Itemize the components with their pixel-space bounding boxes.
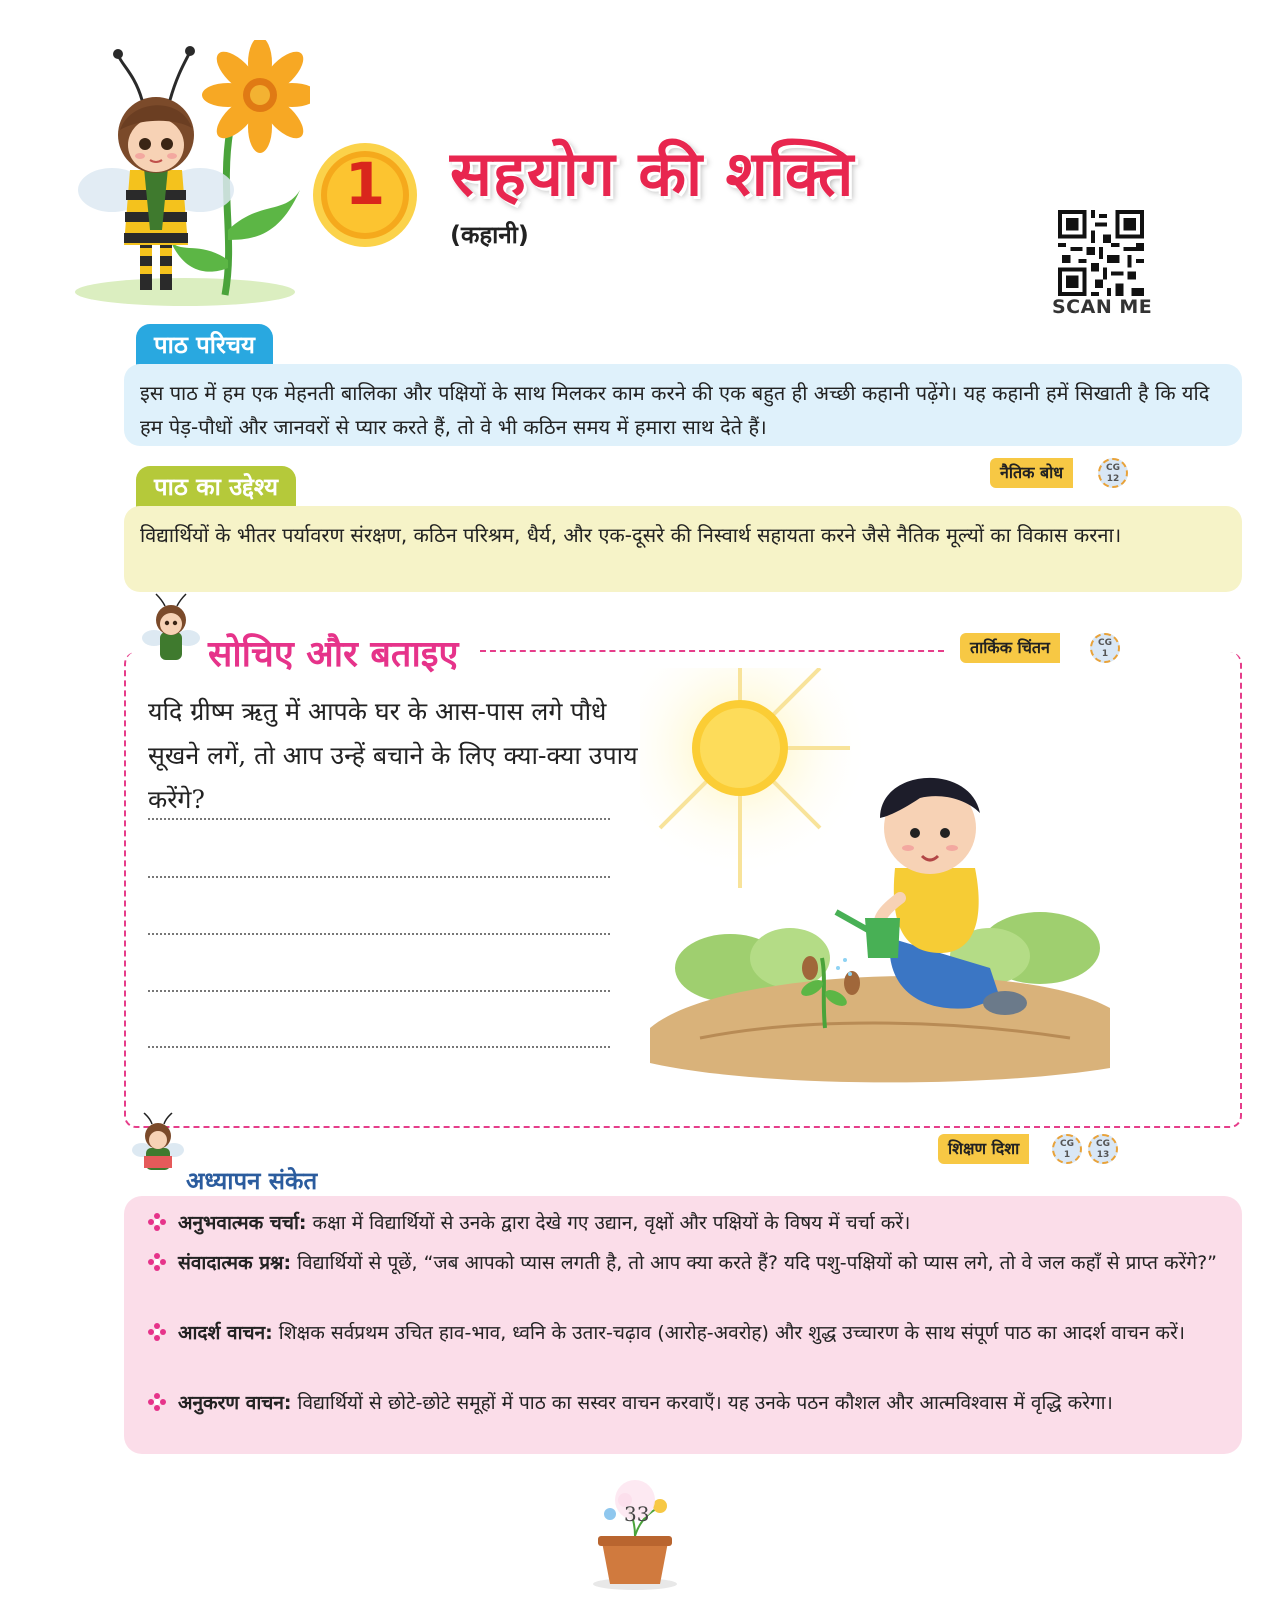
- answer-line[interactable]: [148, 876, 610, 878]
- teaching-point: [148, 1386, 1228, 1420]
- intro-text: इस पाठ में हम एक मेहनती बालिका और पक्षियों के साथ मिलकर काम करने की एक बहुत ही अच्छी कहानी पढ़ेंगे। यह कहानी हमें सिखाती है कि यदि हम पेड़-पौधों और जानवरों से प्यार करते हैं, तो वे भी कठिन समय में हमारा साथ देते हैं।: [124, 364, 1242, 446]
- think-question: यदि ग्रीष्म ऋतु में आपके घर के आस-पास लगे पौधे सूखने लगें, तो आप उन्हें बचाने के लिए क्या-क्या उपाय करेंगे?: [148, 697, 638, 814]
- point-label: आदर्श वाचन:: [178, 1322, 273, 1344]
- teaching-point: [148, 1206, 1228, 1240]
- teaching-point: [148, 1246, 1228, 1280]
- bee-reading-icon: [132, 1112, 184, 1174]
- point-text: शिक्षक सर्वप्रथम उचित हाव-भाव, ध्वनि के उतार-चढ़ाव (आरोह-अवरोह) और शुद्ध उच्चारण के साथ संपूर्ण पाठ का आदर्श वाचन करें।: [278, 1322, 1185, 1344]
- cg-badge: CG 13: [1088, 1134, 1118, 1164]
- point-label: संवादात्मक प्रश्न:: [178, 1252, 292, 1274]
- cg-badge: CG 1: [1052, 1134, 1082, 1164]
- boy-watering-plant-illustration: [640, 668, 1120, 1088]
- cg-badge: CG 1: [1090, 633, 1120, 663]
- point-text: कक्षा में विद्यार्थियों से उनके द्वारा देखे गए उद्यान, वृक्षों और पक्षियों के विषय में चर्चा करें।: [312, 1212, 911, 1234]
- point-label: अनुभवात्मक चर्चा:: [178, 1212, 307, 1234]
- chapter-number: 1: [344, 150, 386, 218]
- flower-pot-icon: [580, 1480, 690, 1592]
- point-label: अनुकरण वाचन:: [178, 1392, 292, 1414]
- frame-top-divider: [480, 650, 944, 652]
- answer-line[interactable]: [148, 933, 610, 935]
- page-number: 33: [624, 1502, 650, 1526]
- teaching-title: अध्यापन संकेत: [186, 1167, 318, 1195]
- flower-bullet-icon: [148, 1253, 166, 1271]
- teaching-point: [148, 1316, 1228, 1350]
- intro-label: पाठ परिचय: [136, 324, 273, 366]
- flower-bullet-icon: [148, 1213, 166, 1231]
- chapter-title: सहयोग की शक्ति: [450, 137, 855, 210]
- moral-tag: नैतिक बोध: [990, 458, 1073, 488]
- flower-bullet-icon: [148, 1393, 166, 1411]
- qr-code-icon[interactable]: [1058, 210, 1144, 296]
- point-text: विद्यार्थियों से छोटे-छोटे समूहों में पाठ का सस्वर वाचन करवाएँ। यह उनके पठन कौशल और आत्मविश्वास में वृद्धि करेगा।: [297, 1392, 1113, 1414]
- scan-me-label: SCAN ME: [1052, 296, 1153, 318]
- answer-line[interactable]: [148, 990, 610, 992]
- objective-text: विद्यार्थियों के भीतर पर्यावरण संरक्षण, कठिन परिश्रम, धैर्य, और एक-दूसरे की निस्वार्थ सहायता करने जैसे नैतिक मूल्यों का विकास करना।: [124, 506, 1242, 592]
- point-text: विद्यार्थियों से पूछें, “जब आपको प्यास लगती है, तो आप क्या करते हैं? यदि पशु-पक्षियों को प्यास लगे, तो वे जल कहाँ से प्राप्त करेंगे?”: [297, 1252, 1218, 1274]
- answer-line[interactable]: [148, 818, 610, 820]
- logical-thinking-tag: तार्किक चिंतन: [960, 633, 1060, 663]
- chapter-subtitle: (कहानी): [450, 221, 529, 249]
- flower-bullet-icon: [148, 1323, 166, 1341]
- bee-mascot-icon: [140, 592, 202, 666]
- answer-line[interactable]: [148, 1046, 610, 1048]
- bee-girl-flower-illustration: [60, 40, 310, 310]
- teaching-direction-tag: शिक्षण दिशा: [938, 1134, 1029, 1164]
- cg-badge: CG 12: [1098, 458, 1128, 488]
- think-title: सोचिए और बताइए: [208, 634, 459, 675]
- objective-label: पाठ का उद्देश्य: [136, 466, 296, 508]
